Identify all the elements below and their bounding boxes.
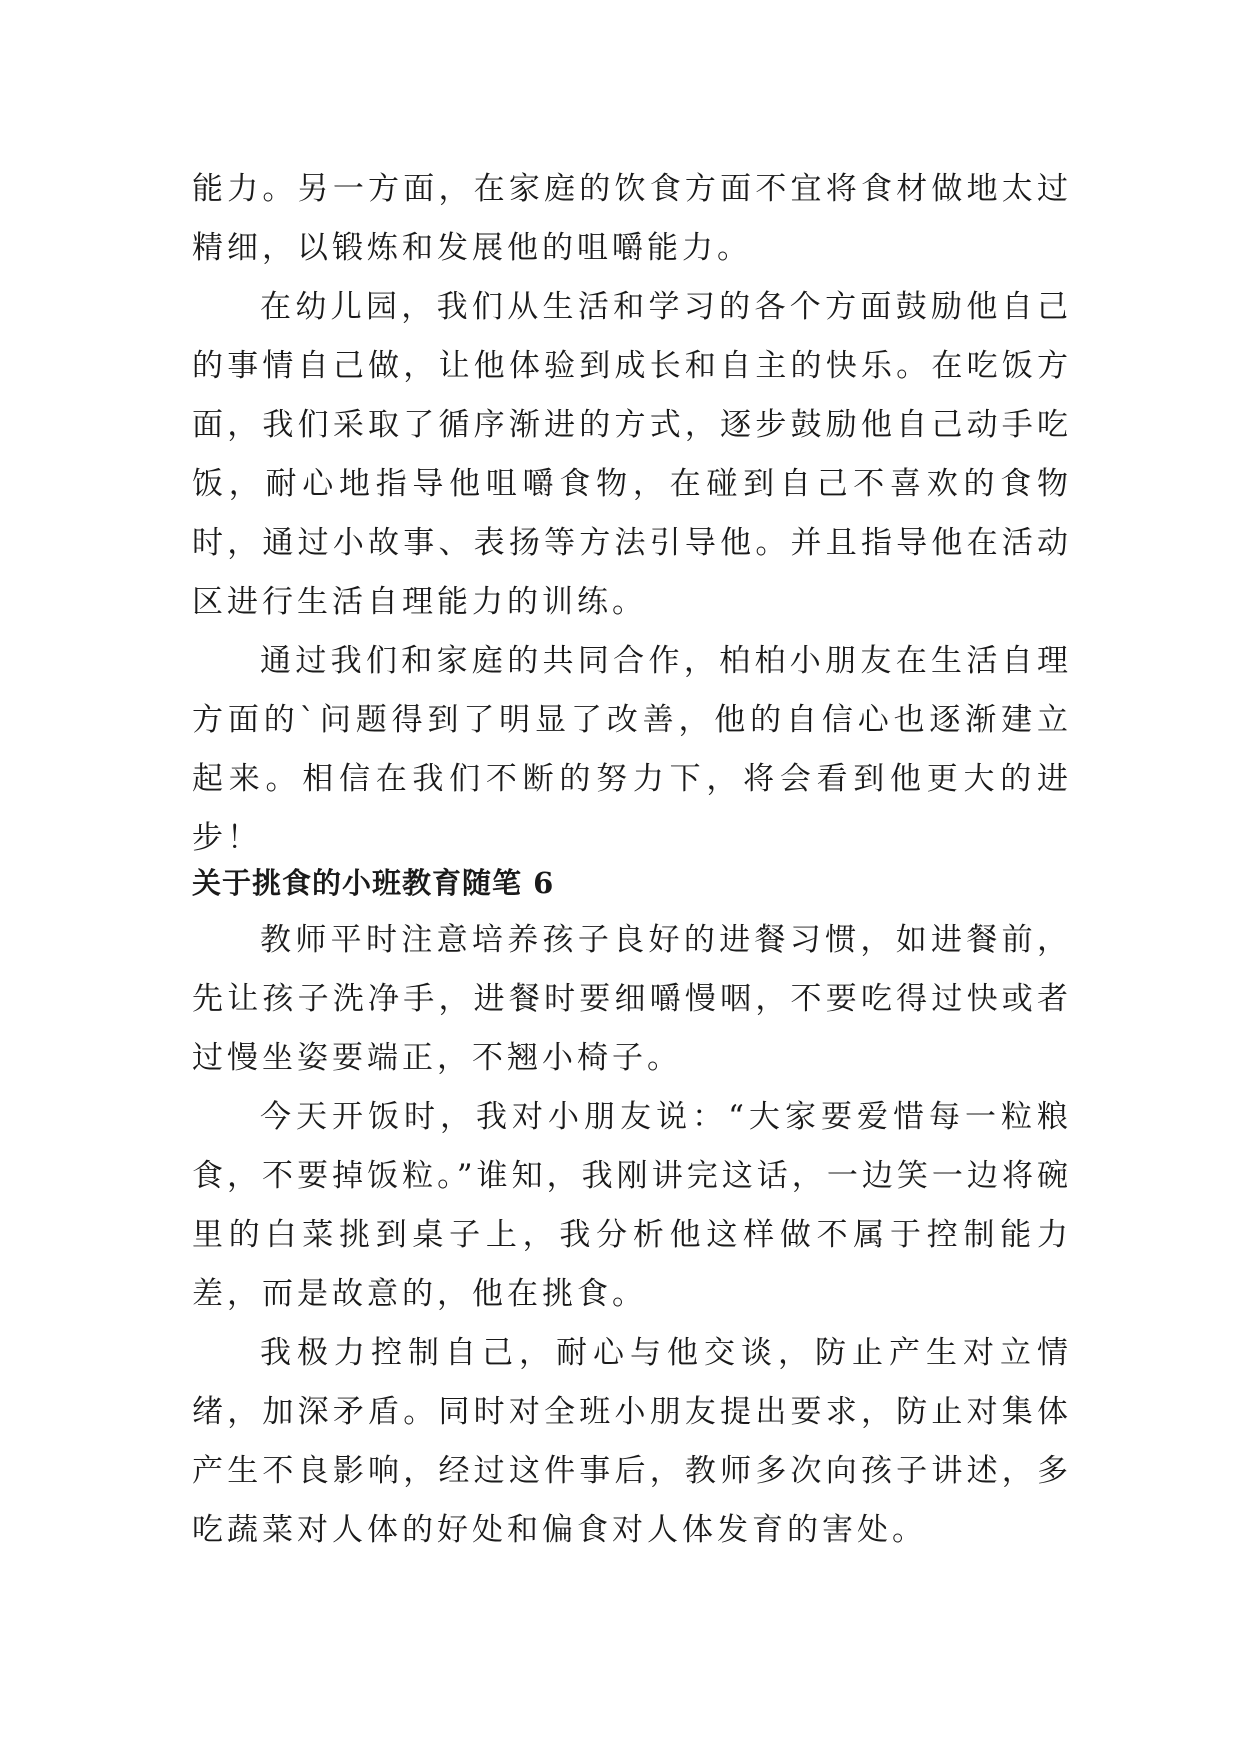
section-2-body — [192, 855, 1072, 1560]
paragraph: 教师平时注意培养孩子良好的进餐习惯，如进餐前，先让孩子洗净手，进餐时要细嚼慢咽，不要吃得过快或者过慢坐姿要端正，不翘小椅子。 — [192, 922, 1072, 1076]
section-heading: 关于挑食的小班教育随笔 6 — [192, 866, 555, 900]
paragraph: 我极力控制自己，耐心与他交谈，防止产生对立情绪，加深矛盾。同时对全班小朋友提出要求，防止对集体产生不良影响，经过这件事后，教师多次向孩子讲述，多吃蔬菜对人体的好处和偏食对人体发育的害处。 — [192, 1335, 1072, 1548]
paragraph: 在幼儿园，我们从生活和学习的各个方面鼓励他自己的事情自己做，让他体验到成长和自主的快乐。在吃饭方面，我们采取了循序渐进的方式，逐步鼓励他自己动手吃饭，耐心地指导他咀嚼食物，在碰到自己不喜欢的食物时，通过小故事、表扬等方法引导他。并且指导他在活动区进行生活自理能力的训练。 — [192, 289, 1072, 620]
paragraph-continuation: 能力。另一方面，在家庭的饮食方面不宜将食材做地太过精细，以锻炼和发展他的咀嚼能力。 — [192, 171, 1072, 266]
paragraph: 今天开饭时，我对小朋友说：“大家要爱惜每一粒粮食，不要掉饭粒。”谁知，我刚讲完这话，一边笑一边将碗里的白菜挑到桌子上，我分析他这样做不属于控制能力差，而是故意的，他在挑食。 — [192, 1099, 1072, 1312]
section-1-body — [192, 160, 1072, 868]
paragraph: 通过我们和家庭的共同合作，柏柏小朋友在生活自理方面的`问题得到了明显了改善，他的自信心也逐渐建立起来。相信在我们不断的努力下，将会看到他更大的进步！ — [192, 643, 1072, 856]
